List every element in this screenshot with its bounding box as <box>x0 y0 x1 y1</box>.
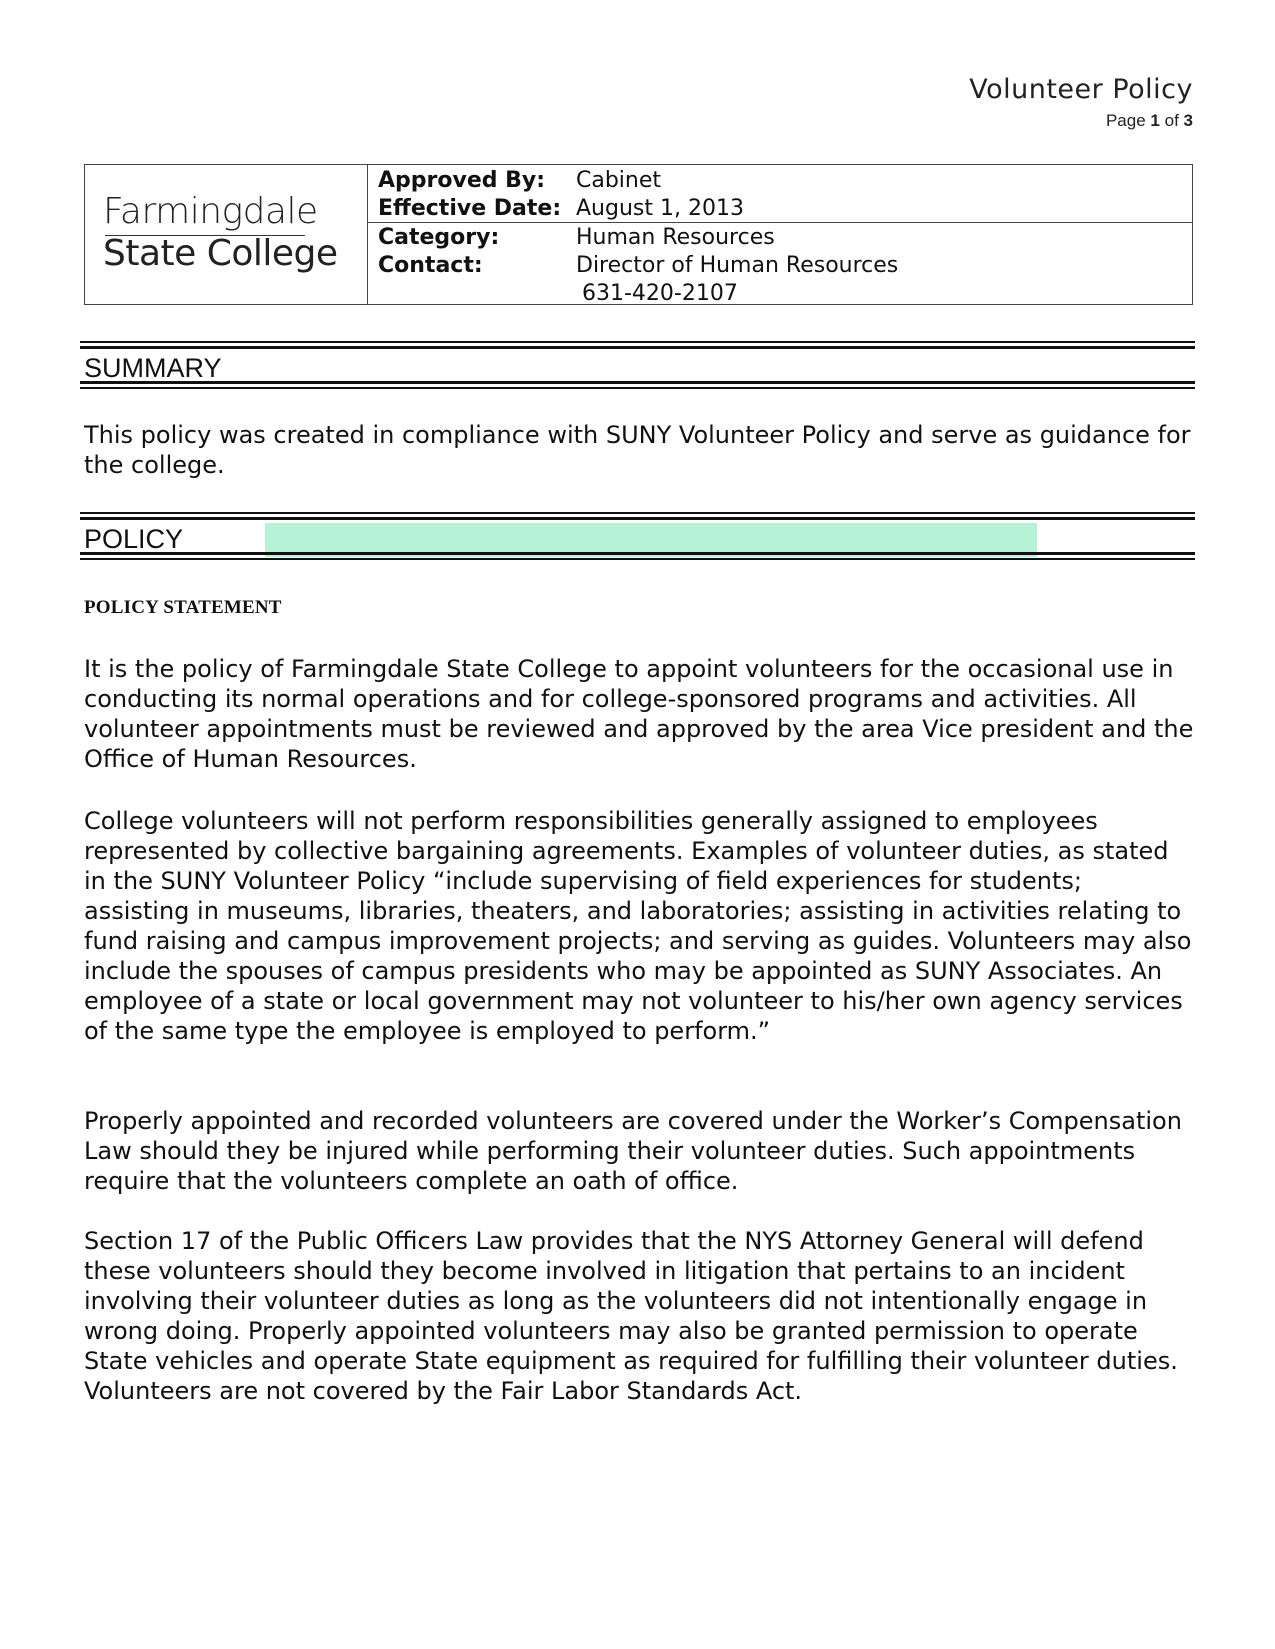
contact-value: Director of Human Resources <box>576 253 899 278</box>
page-current: 1 <box>1150 111 1160 130</box>
approval-block <box>368 165 1192 223</box>
page-total: 3 <box>1183 111 1193 130</box>
policy-paragraph-3: Properly appointed and recorded volunteers are covered under the Worker’s Compensation Law should they be injured while performing their volunteer duties. Such appointments require that the volunteers complete an oath of office. <box>84 1107 1182 1195</box>
page-of: of <box>1164 111 1179 130</box>
page-label: Page <box>1105 111 1146 130</box>
logo-line-2: State College <box>103 233 338 274</box>
document-title: Volunteer Policy <box>969 74 1193 105</box>
policy-statement-heading: POLICY STATEMENT <box>84 597 282 618</box>
contact-label: Contact: <box>378 253 483 278</box>
category-value: Human Resources <box>576 225 775 250</box>
summary-text: This policy was created in compliance with SUNY Volunteer Policy and serve as guidance for the college. <box>84 421 1191 479</box>
policy-paragraph-2: College volunteers will not perform responsibilities generally assigned to employees represented by collective bargaining agreements. Examples of volunteer duties, as stated in the SUNY Volunteer Policy “include supervising of field experiences for students; assisting in museums, libraries, theaters, and laboratories; assisting in activities relating to fund raising and campus improvement projects; and serving as guides. Volunteers may also include the spouses of campus presidents who may be appointed as SUNY Associates. An employee of a state or local government may not volunteer to his/her own agency services of the same type the employee is employed to perform.” <box>84 807 1192 1045</box>
policy-paragraph-4: Section 17 of the Public Officers Law provides that the NYS Attorney General will defend these volunteers should they become involved in litigation that pertains to an incident involving their volunteer duties as long as the volunteers did not intentionally engage in wrong doing. Properly appointed volunteers may also be granted permission to operate State vehicles and operate State equipment as required for fulfilling their volunteer duties. Volunteers are not covered by the Fair Labor Standards Act. <box>84 1227 1178 1405</box>
contact-phone: 631-420-2107 <box>582 281 738 306</box>
policy-header-table <box>84 164 1193 305</box>
effective-date-label: Effective Date: <box>378 196 562 221</box>
policy-meta <box>368 165 1192 304</box>
approved-by-label: Approved By: <box>378 168 546 193</box>
policy-heading: POLICY <box>84 524 184 554</box>
category-block <box>368 223 1192 308</box>
summary-section-header <box>80 341 1195 389</box>
summary-heading: SUMMARY <box>84 353 222 383</box>
effective-date-value: August 1, 2013 <box>576 196 744 221</box>
page-number <box>1106 111 1193 131</box>
logo-line-1: Farmingdale <box>103 191 318 232</box>
approved-by-value: Cabinet <box>576 168 662 193</box>
college-logo <box>85 165 368 304</box>
policy-section-header <box>80 512 1195 560</box>
policy-paragraph-1: It is the policy of Farmingdale State College to appoint volunteers for the occasional use in conducting its normal operations and for college-sponsored programs and activities. All volunteer appointments must be reviewed and approved by the area Vice president and the Office of Human Resources. <box>84 655 1194 773</box>
category-label: Category: <box>378 225 500 250</box>
